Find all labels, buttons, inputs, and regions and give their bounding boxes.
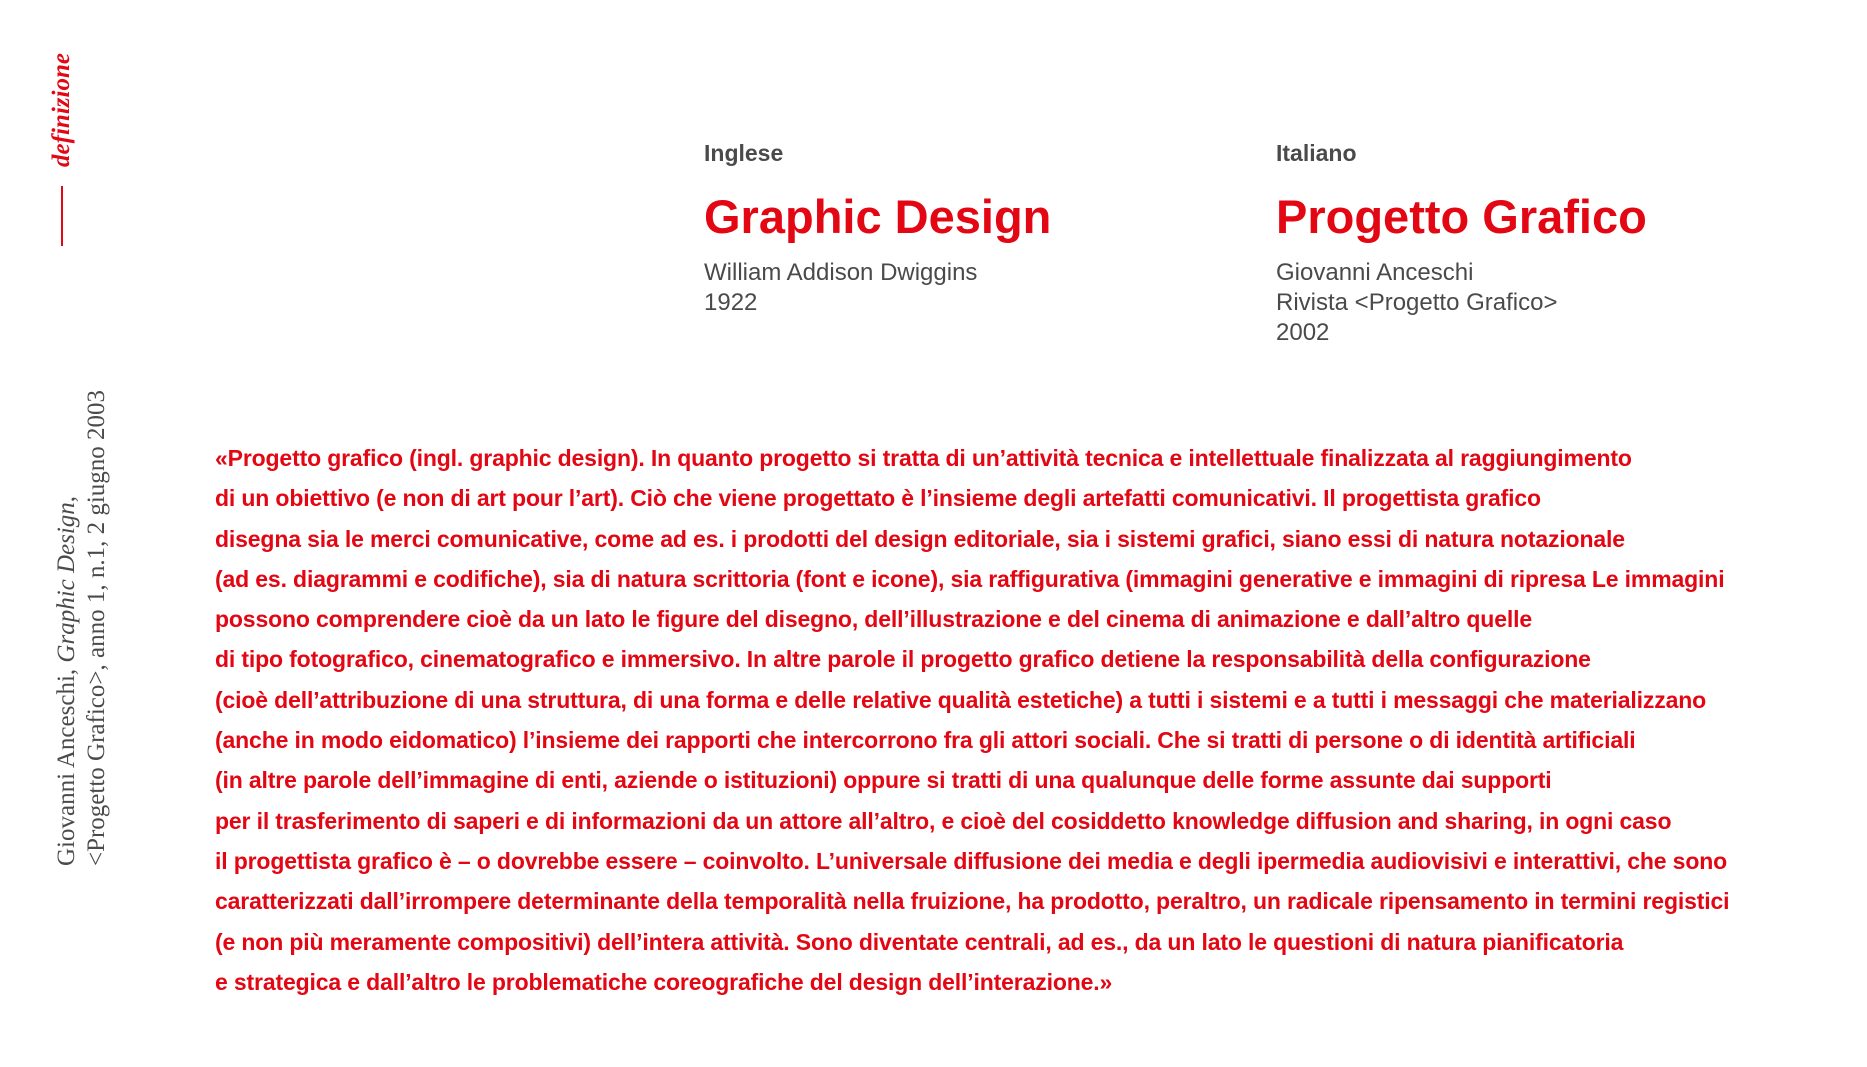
italian-column xyxy=(1276,140,1647,348)
quote-line: (ad es. diagrammi e codifiche), sia di natura scrittoria (font e icone), sia raffigurativa (immagini generative e immagini di ripresa Le immagini xyxy=(215,565,1725,592)
quote-line: disegna sia le merci comunicative, come ad es. i prodotti del design editoriale, sia i sistemi grafici, siano essi di natura notazionale xyxy=(215,525,1625,552)
quote-line: (cioè dell’attribuzione di una struttura, di una forma e delle relative qualità estetiche) a tutti i sistemi e a tutti i messaggi che materializzano xyxy=(215,686,1707,713)
section-tag-label: definizione xyxy=(48,53,75,167)
italian-meta xyxy=(1276,258,1647,348)
quote-line: (e non più meramente compositivi) dell’intera attività. Sono diventate centrali, ad es., da un lato le questioni di natura pianificatoria xyxy=(215,928,1624,955)
quote-line: «Progetto grafico (ingl. graphic design). In quanto progetto si tratta di un’attività tecnica e intellettuale finalizzata al raggiungimento xyxy=(215,445,1632,471)
quote-line: di un obiettivo (e non di art pour l’art). Ciò che viene progettato è l’insieme degli artefatti comunicativi. Il progettista grafico xyxy=(215,485,1541,512)
quote-line: caratterizzati dall’irrompere determinante della temporalità nella fruizione, ha prodotto, peraltro, un radicale ripensamento in termini registici xyxy=(215,888,1730,915)
english-term: Graphic Design xyxy=(704,190,1052,243)
definition-quote xyxy=(215,438,1865,1002)
vertical-citation xyxy=(52,390,112,866)
italian-year: 2002 xyxy=(1276,319,1330,346)
citation-line-2: <Progetto Grafico>, anno 1, n.1, 2 giugno 2003 xyxy=(83,389,110,867)
english-author: William Addison Dwiggins xyxy=(704,259,978,286)
section-tag xyxy=(0,0,130,260)
italian-source: Rivista <Progetto Grafico> xyxy=(1276,289,1558,316)
quote-line: il progettista grafico è – o dovrebbe essere – coinvolto. L’universale diffusione dei media e degli ipermedia audiovisivi e interattivi, che sono xyxy=(215,847,1728,874)
section-tag-rule xyxy=(61,186,63,246)
english-year: 1922 xyxy=(704,289,758,316)
citation-title: Graphic Design xyxy=(53,502,80,663)
italian-language-label: Italiano xyxy=(1276,140,1357,166)
citation-line-1 xyxy=(52,390,82,866)
italian-term: Progetto Grafico xyxy=(1276,190,1647,243)
citation-comma: , xyxy=(53,495,80,503)
quote-line: di tipo fotografico, cinematografico e immersivo. In altre parole il progetto grafico detiene la responsabilità della configurazione xyxy=(215,646,1591,673)
english-column xyxy=(704,140,1051,318)
english-meta xyxy=(704,258,1051,318)
citation-author: Giovanni Anceschi, xyxy=(53,662,80,867)
quote-line: possono comprendere cioè da un lato le figure del disegno, dell’illustrazione e del cinema di animazione e dall’altro quelle xyxy=(215,606,1532,633)
quote-line: (anche in modo eidomatico) l’insieme dei rapporti che intercorrono fra gli attori sociali. Che si tratti di persone o di identità artificiali xyxy=(215,727,1636,754)
quote-line: e strategica e dall’altro le problematiche coreografiche del design dell’interazione.» xyxy=(215,968,1113,995)
quote-line: (in altre parole dell’immagine di enti, aziende o istituzioni) oppure si tratti di una qualunque delle forme assunte dai supporti xyxy=(215,767,1552,794)
italian-author: Giovanni Anceschi xyxy=(1276,259,1474,286)
quote-line: per il trasferimento di saperi e di informazioni da un attore all’altro, e cioè del cosiddetto knowledge diffusion and sharing, in ogni caso xyxy=(215,807,1672,834)
english-language-label: Inglese xyxy=(704,140,784,166)
